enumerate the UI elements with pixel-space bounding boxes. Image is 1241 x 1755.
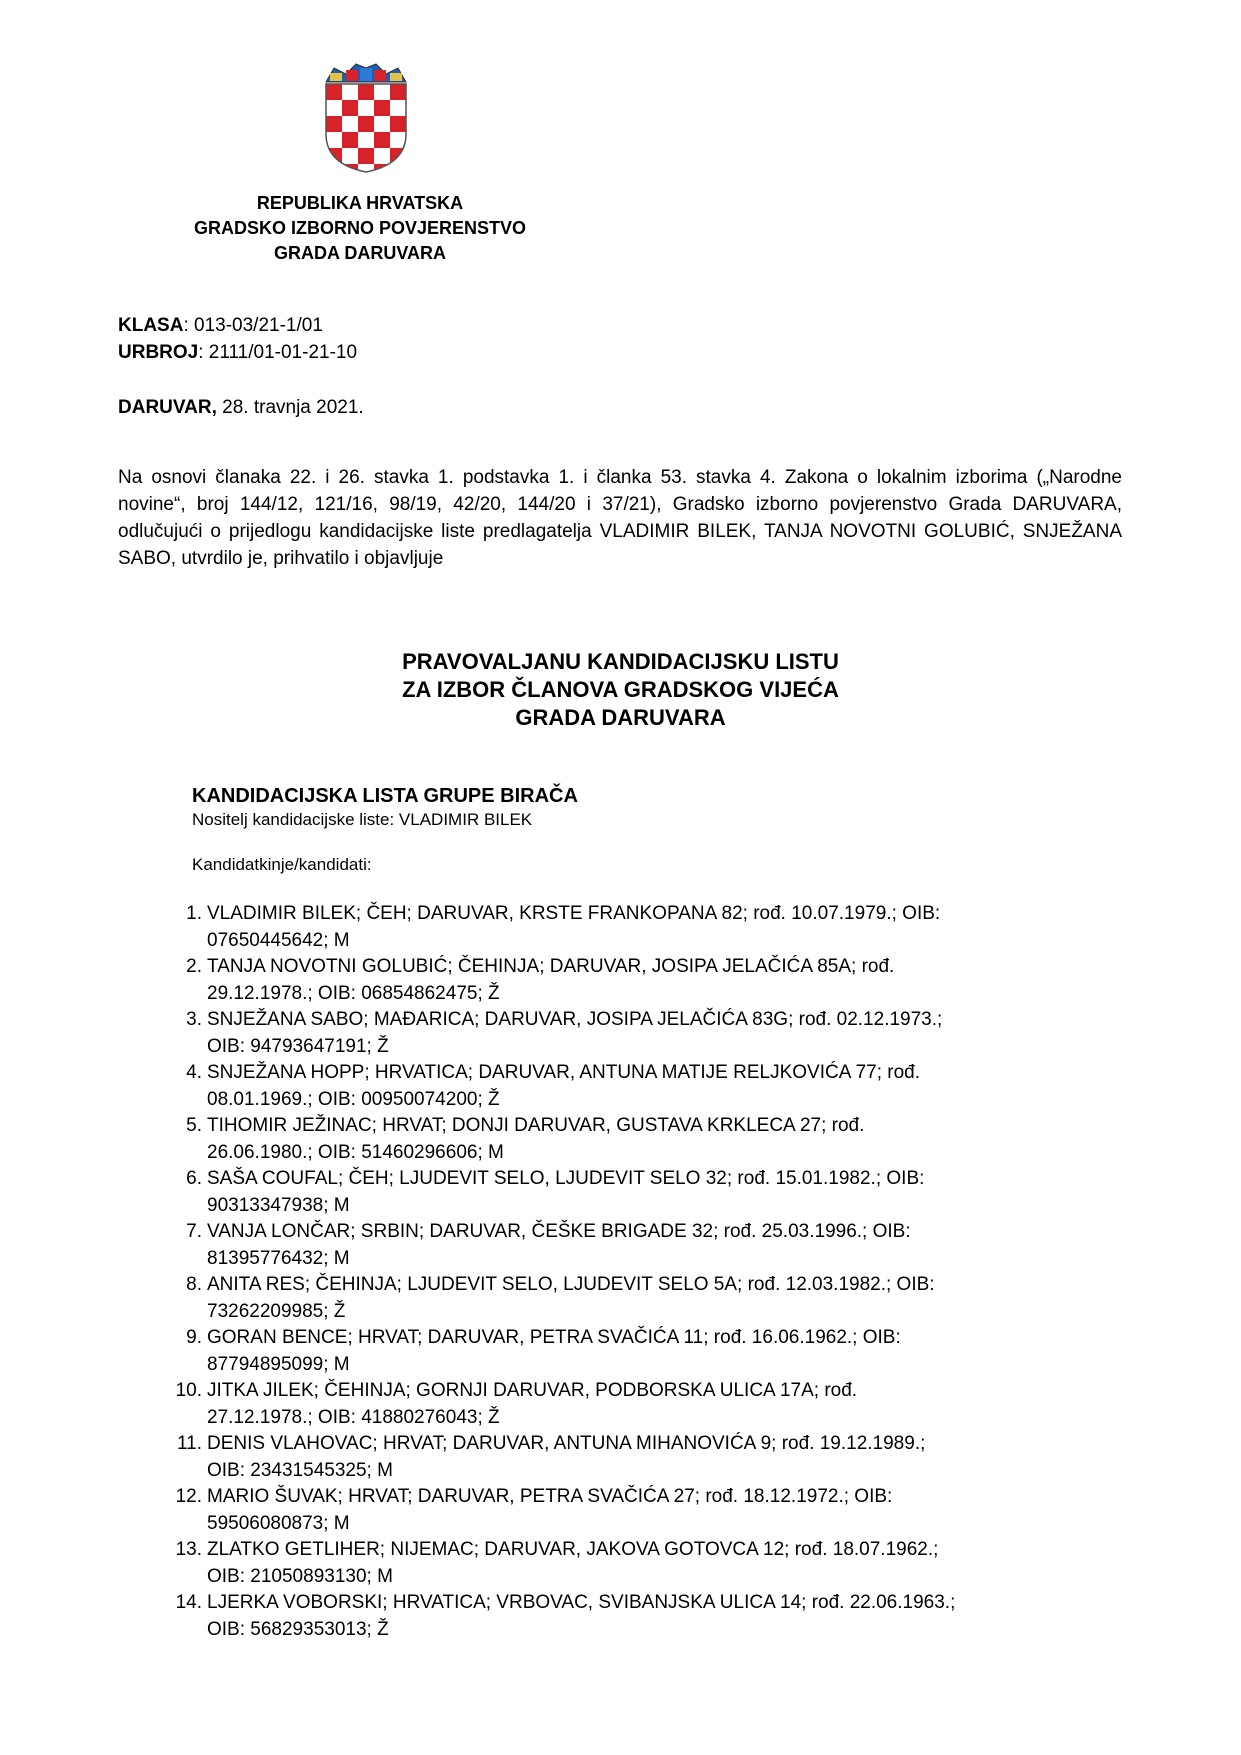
candidate-number: 6. [186, 1168, 202, 1189]
list-item [0, 1060, 1241, 1113]
list-item [0, 1166, 1241, 1219]
candidate-number: 8. [186, 1274, 202, 1295]
title-line-2: ZA IZBOR ČLANOVA GRADSKOG VIJEĆA [402, 677, 839, 702]
candidate-line-1: SNJEŽANA SABO; MAĐARICA; DARUVAR, JOSIPA JELAČIĆA 83G; rođ. 02.12.1973.; [207, 1009, 943, 1030]
candidate-line-1: MARIO ŠUVAK; HRVAT; DARUVAR, PETRA SVAČIĆA 27; rođ. 18.12.1972.; OIB: [207, 1486, 893, 1507]
list-item [0, 1378, 1241, 1431]
date-value: 28. travnja 2021. [216, 397, 364, 418]
candidate-text [207, 954, 1127, 1007]
candidate-line-1: ZLATKO GETLIHER; NIJEMAC; DARUVAR, JAKOVA GOTOVCA 12; rođ. 18.07.1962.; [207, 1539, 939, 1560]
candidate-line-1: DENIS VLAHOVAC; HRVAT; DARUVAR, ANTUNA MIHANOVIĆA 9; rođ. 19.12.1989.; [207, 1433, 926, 1454]
list-item [0, 1272, 1241, 1325]
candidate-number: 14. [175, 1592, 202, 1613]
candidate-line-1: TIHOMIR JEŽINAC; HRVAT; DONJI DARUVAR, GUSTAVA KRKLECA 27; rođ. [207, 1115, 865, 1136]
list-item [0, 901, 1241, 954]
header-line-1: REPUBLIKA HRVATSKA [256, 193, 464, 213]
place-label: DARUVAR, [118, 397, 217, 418]
candidate-line-2: 27.12.1978.; OIB: 41880276043; Ž [207, 1406, 500, 1428]
urbroj-line [118, 339, 357, 366]
header-line-3: GRADA DARUVARA [274, 243, 446, 263]
list-item [0, 1219, 1241, 1272]
candidate-number: 3. [186, 1009, 202, 1030]
checkerboard [326, 84, 406, 175]
list-item [0, 1325, 1241, 1378]
list-item [0, 1590, 1241, 1643]
candidate-number: 11. [176, 1433, 202, 1454]
candidate-line-2: 81395776432; M [207, 1247, 350, 1269]
candidate-line-2: OIB: 56829353013; Ž [207, 1618, 389, 1640]
coat-of-arms-icon [320, 60, 412, 175]
candidate-number: 2. [186, 956, 202, 977]
candidate-text [207, 1113, 1127, 1166]
candidate-text [207, 1431, 1127, 1484]
candidate-number: 1. [186, 903, 202, 924]
candidate-line-2: 90313347938; M [207, 1194, 350, 1216]
list-item [0, 1431, 1241, 1484]
candidate-line-2: 59506080873; M [207, 1512, 350, 1534]
candidate-line-1: LJERKA VOBORSKI; HRVATICA; VRBOVAC, SVIBANJSKA ULICA 14; rođ. 22.06.1963.; [207, 1592, 956, 1613]
candidate-text [207, 1166, 1127, 1219]
list-heading: KANDIDACIJSKA LISTA GRUPE BIRAČA [192, 785, 578, 807]
place-date-line [118, 394, 364, 421]
urbroj-value: : 2111/01-01-21-10 [198, 342, 358, 363]
candidate-line-1: SAŠA COUFAL; ČEH; LJUDEVIT SELO, LJUDEVIT SELO 32; rođ. 15.01.1982.; OIB: [207, 1168, 925, 1189]
candidate-number: 12. [175, 1486, 202, 1507]
candidate-text [207, 1219, 1127, 1272]
document-title [0, 648, 1241, 732]
candidate-line-1: VANJA LONČAR; SRBIN; DARUVAR, ČEŠKE BRIGADE 32; rođ. 25.03.1996.; OIB: [207, 1221, 911, 1242]
candidate-text [207, 1060, 1127, 1113]
list-item [0, 1484, 1241, 1537]
candidate-line-1: GORAN BENCE; HRVAT; DARUVAR, PETRA SVAČIĆA 11; rođ. 16.06.1962.; OIB: [207, 1327, 901, 1348]
candidate-number: 10. [175, 1380, 202, 1401]
candidate-number: 13. [175, 1539, 202, 1560]
header-line-2: GRADSKO IZBORNO POVJERENSTVO [193, 218, 527, 238]
candidate-text [207, 1484, 1127, 1537]
candidate-number: 5. [186, 1115, 202, 1136]
candidate-line-2: OIB: 23431545325; M [207, 1459, 393, 1481]
list-holder: Nositelj kandidacijske liste: VLADIMIR BILEK [192, 810, 533, 829]
candidate-line-2: 08.01.1969.; OIB: 00950074200; Ž [207, 1088, 500, 1110]
klasa-label: KLASA [118, 315, 184, 336]
candidate-text [207, 1537, 1127, 1590]
candidate-text [207, 1378, 1127, 1431]
candidate-text [207, 1007, 1127, 1060]
candidate-number: 7. [186, 1221, 202, 1242]
list-item [0, 1113, 1241, 1166]
klasa-value: : 013-03/21-1/01 [183, 315, 323, 336]
candidate-line-2: 73262209985; Ž [207, 1300, 346, 1322]
candidate-list [0, 901, 1241, 1643]
candidate-line-2: OIB: 21050893130; M [207, 1565, 393, 1587]
candidate-line-2: OIB: 94793647191; Ž [207, 1035, 389, 1057]
candidate-number: 4. [186, 1062, 202, 1083]
urbroj-label: URBROJ [118, 342, 199, 363]
candidate-line-1: VLADIMIR BILEK; ČEH; DARUVAR, KRSTE FRANKOPANA 82; rođ. 10.07.1979.; OIB: [207, 903, 941, 924]
candidate-line-1: TANJA NOVOTNI GOLUBIĆ; ČEHINJA; DARUVAR, JOSIPA JELAČIĆA 85A; rođ. [207, 956, 895, 977]
title-line-1: PRAVOVALJANU KANDIDACIJSKU LISTU [402, 649, 839, 674]
candidates-label: Kandidatkinje/kandidati: [192, 855, 372, 874]
candidate-line-2: 87794895099; M [207, 1353, 350, 1375]
klasa-line [118, 312, 323, 339]
candidate-text [207, 1272, 1127, 1325]
candidate-text [207, 1590, 1127, 1643]
candidate-number: 9. [186, 1327, 202, 1348]
list-item [0, 954, 1241, 1007]
candidate-line-2: 07650445642; M [207, 929, 350, 951]
candidate-line-2: 29.12.1978.; OIB: 06854862475; Ž [207, 982, 500, 1004]
authority-header [140, 191, 580, 266]
candidate-text [207, 901, 1127, 954]
candidate-line-2: 26.06.1980.; OIB: 51460296606; M [207, 1141, 504, 1163]
title-line-3: GRADA DARUVARA [515, 705, 726, 730]
intro-paragraph: Na osnovi članaka 22. i 26. stavka 1. podstavka 1. i članka 53. stavka 4. Zakona o lokalnim izborima („Narodne novine“, broj 144/12, 121/16, 98/19, 42/20, 144/20 i 37/21), Gradsko izborno povjerenstvo Grada DARUVARA, odlučujući o prijedlogu kandidacijske liste predlagatelja VLADIMIR BILEK, TANJA NOVOTNI GOLUBIĆ, SNJEŽANA SABO, utvrdilo je, prihvatilo i objavljuje [118, 467, 1122, 569]
candidate-text [207, 1325, 1127, 1378]
candidate-line-1: JITKA JILEK; ČEHINJA; GORNJI DARUVAR, PODBORSKA ULICA 17A; rođ. [207, 1380, 858, 1401]
candidate-line-1: ANITA RES; ČEHINJA; LJUDEVIT SELO, LJUDEVIT SELO 5A; rođ. 12.03.1982.; OIB: [207, 1274, 935, 1295]
crown [326, 64, 406, 82]
list-item [0, 1537, 1241, 1590]
candidate-line-1: SNJEŽANA HOPP; HRVATICA; DARUVAR, ANTUNA MATIJE RELJKOVIĆA 77; rođ. [207, 1062, 921, 1083]
list-item [0, 1007, 1241, 1060]
